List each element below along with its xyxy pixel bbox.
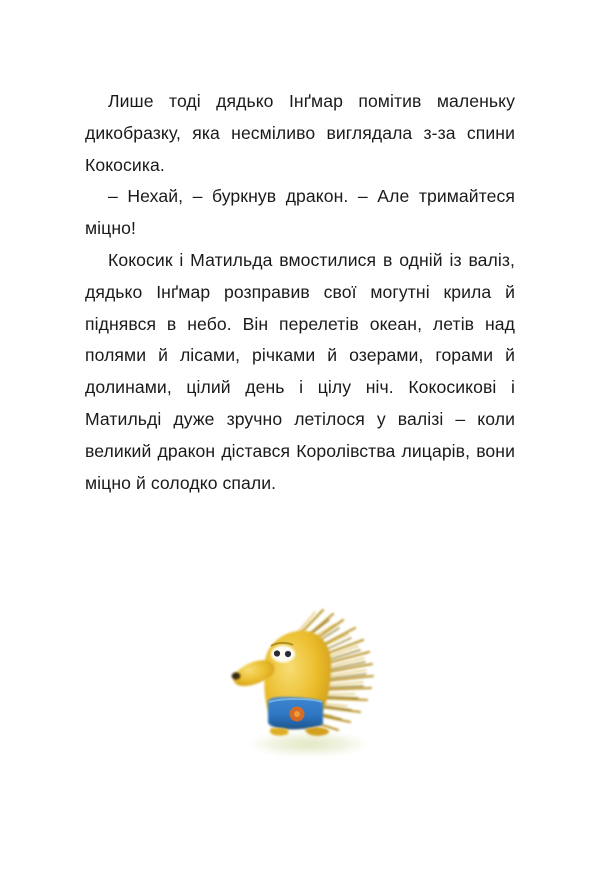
paragraph-1: Лише тоді дядько Інґмар помітив маленьку дикобразку, яка несміливо виглядала з-за спини Кокосика. (85, 91, 515, 175)
paragraph-2: – Нехай, – буркнув дракон. – Але тримайтеся міцно! (85, 186, 515, 239)
shorts-patch-center (294, 711, 300, 717)
right-eye (285, 651, 291, 657)
front-foot (270, 728, 289, 736)
left-eye (274, 650, 280, 656)
paragraph-3: Кокосик і Матильда вмостилися в одній із валіз, дядько Інґмар розправив свої могутні крила й піднявся в небо. Він перелетів океан, летів над полями й лісами, річками й озерами, горами й долинами, цілий день і цілу ніч. Кокосикові і Матильді дуже зручно летілося у валізі – коли великий дракон дістався Королівства лицарів, вони міцно й солодко спали. (85, 249, 515, 493)
page-text-body (85, 86, 515, 499)
ground-shadow (247, 731, 371, 757)
nose (232, 672, 241, 679)
porcupine-illustration (205, 598, 405, 768)
